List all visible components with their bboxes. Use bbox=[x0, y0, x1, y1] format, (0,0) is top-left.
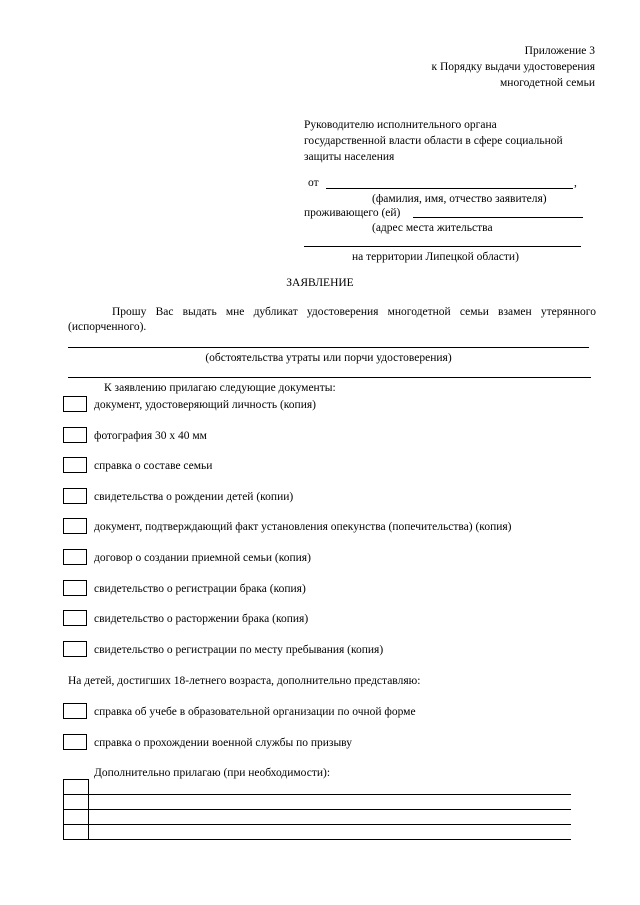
checkbox-adult-document-0[interactable] bbox=[63, 703, 87, 719]
addressee-line-2: государственной власти области в сфере социальной bbox=[304, 135, 563, 147]
checkbox-document-1[interactable] bbox=[63, 427, 87, 443]
additional-row-3 bbox=[64, 825, 572, 840]
additional-documents-table bbox=[63, 779, 571, 840]
additional-row-0 bbox=[64, 780, 572, 795]
appendix-line-1: Приложение 3 bbox=[524, 45, 595, 57]
addressee-line-3: защиты населения bbox=[304, 151, 395, 163]
document-label-4: документ, подтверждающий факт установления опекунства (попечительства) (копия) bbox=[94, 521, 512, 533]
address-line-2[interactable] bbox=[304, 246, 581, 247]
document-label-2: справка о составе семьи bbox=[94, 460, 213, 472]
address-hint: (адрес места жительства bbox=[372, 222, 493, 234]
from-comma: , bbox=[574, 177, 577, 189]
additional-row-1 bbox=[64, 795, 572, 810]
document-label-3: свидетельства о рождении детей (копии) bbox=[94, 491, 294, 503]
additional-entry-cell-3[interactable] bbox=[89, 825, 572, 840]
circumstances-line-2[interactable] bbox=[68, 377, 591, 378]
checkbox-document-7[interactable] bbox=[63, 610, 87, 626]
circumstances-line-1[interactable] bbox=[68, 347, 589, 348]
checkbox-document-6[interactable] bbox=[63, 580, 87, 596]
fio-hint: (фамилия, имя, отчество заявителя) bbox=[372, 193, 547, 205]
document-label-0: документ, удостоверяющий личность (копия) bbox=[94, 399, 316, 411]
checkbox-document-4[interactable] bbox=[63, 518, 87, 534]
appendix-line-3: многодетной семьи bbox=[500, 77, 595, 89]
additional-entry-cell-0[interactable] bbox=[89, 780, 572, 795]
request-text: Прошу Вас выдать мне дубликат удостоверения многодетной семьи взамен утерянного (испорченного). bbox=[68, 306, 596, 333]
checkbox-document-5[interactable] bbox=[63, 549, 87, 565]
territory-hint: на территории Липецкой области) bbox=[352, 251, 519, 263]
adult-document-label-1: справка о прохождении военной службы по призыву bbox=[94, 737, 352, 749]
from-label: от bbox=[308, 177, 319, 189]
additional-intro: Дополнительно прилагаю (при необходимости): bbox=[94, 767, 331, 779]
document-label-6: свидетельство о регистрации брака (копия) bbox=[94, 583, 306, 595]
document-label-5: договор о создании приемной семьи (копия) bbox=[94, 552, 311, 564]
additional-entry-cell-2[interactable] bbox=[89, 810, 572, 825]
adult-document-label-0: справка об учебе в образовательной организации по очной форме bbox=[94, 706, 416, 718]
additional-row-2 bbox=[64, 810, 572, 825]
document-label-1: фотография 30 х 40 мм bbox=[94, 430, 207, 442]
additional-entry-cell-1[interactable] bbox=[89, 795, 572, 810]
additional-checkbox-cell-2[interactable] bbox=[64, 810, 89, 825]
document-label-8: свидетельство о регистрации по месту пребывания (копия) bbox=[94, 644, 384, 656]
adult-children-intro: На детей, достигших 18-летнего возраста, дополнительно представляю: bbox=[68, 675, 421, 687]
document-title: ЗАЯВЛЕНИЕ bbox=[286, 277, 354, 289]
residing-label: проживающего (ей) bbox=[304, 207, 401, 219]
circumstances-hint: (обстоятельства утраты или порчи удостоверения) bbox=[205, 352, 452, 364]
documents-intro: К заявлению прилагаю следующие документы: bbox=[104, 382, 336, 394]
checkbox-document-3[interactable] bbox=[63, 488, 87, 504]
checkbox-document-0[interactable] bbox=[63, 396, 87, 412]
checkbox-document-2[interactable] bbox=[63, 457, 87, 473]
appendix-line-2: к Порядку выдачи удостоверения bbox=[431, 61, 595, 73]
additional-checkbox-cell-0[interactable] bbox=[64, 780, 89, 795]
document-label-7: свидетельство о расторжении брака (копия) bbox=[94, 613, 309, 625]
checkbox-document-8[interactable] bbox=[63, 641, 87, 657]
checkbox-adult-document-1[interactable] bbox=[63, 734, 87, 750]
applicant-name-line[interactable] bbox=[326, 188, 573, 189]
address-line-1[interactable] bbox=[413, 217, 583, 218]
additional-checkbox-cell-3[interactable] bbox=[64, 825, 89, 840]
addressee-line-1: Руководителю исполнительного органа bbox=[304, 119, 497, 131]
additional-checkbox-cell-1[interactable] bbox=[64, 795, 89, 810]
